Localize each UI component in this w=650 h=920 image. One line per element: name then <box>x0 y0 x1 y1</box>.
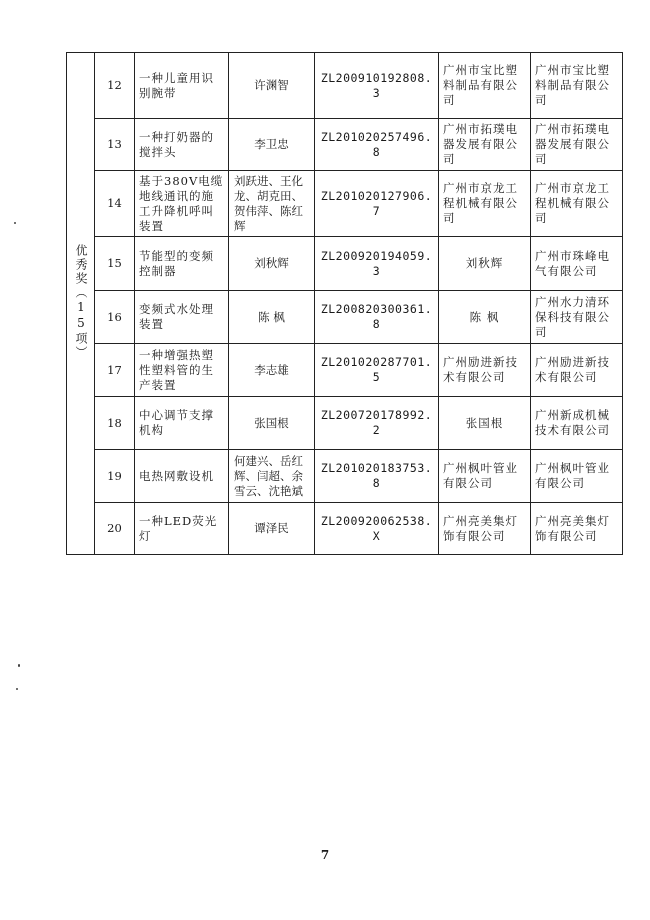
patent-number: ZL201020287701.5 <box>315 344 439 397</box>
implementer: 广州励进新技术有限公司 <box>531 344 623 397</box>
award-table <box>66 52 623 555</box>
implementer: 广州市珠峰电气有限公司 <box>531 237 623 291</box>
inventor: 许渊智 <box>229 53 315 119</box>
table-row <box>67 344 623 397</box>
implementer: 广州市京龙工程机械有限公司 <box>531 171 623 237</box>
patentee: 张国根 <box>439 397 531 450</box>
table-row <box>67 237 623 291</box>
inventor: 何建兴、岳红辉、闫超、余雪云、沈艳斌 <box>229 450 315 503</box>
patentee: 广州励进新技术有限公司 <box>439 344 531 397</box>
patent-number: ZL200820300361.8 <box>315 291 439 344</box>
implementer: 广州新成机械技术有限公司 <box>531 397 623 450</box>
implementer: 广州市宝比塑料制品有限公司 <box>531 53 623 119</box>
patent-name: 一种儿童用识别腕带 <box>135 53 229 119</box>
scan-speck <box>16 688 18 690</box>
row-number: 17 <box>95 344 135 397</box>
patentee: 广州亮美集灯饰有限公司 <box>439 503 531 555</box>
row-number: 18 <box>95 397 135 450</box>
row-number: 14 <box>95 171 135 237</box>
patentee: 广州市拓璞电器发展有限公司 <box>439 119 531 171</box>
patent-name: 一种增强热塑性塑料管的生产装置 <box>135 344 229 397</box>
patent-number: ZL200920062538.X <box>315 503 439 555</box>
patent-number: ZL201020183753.8 <box>315 450 439 503</box>
table-row <box>67 450 623 503</box>
row-number: 13 <box>95 119 135 171</box>
inventor: 刘跃进、王化龙、胡克田、贺伟萍、陈红辉 <box>229 171 315 237</box>
patent-number: ZL201020257496.8 <box>315 119 439 171</box>
patent-number: ZL200920194059.3 <box>315 237 439 291</box>
inventor: 刘秋辉 <box>229 237 315 291</box>
table-row <box>67 119 623 171</box>
inventor: 陈 枫 <box>229 291 315 344</box>
category-cell <box>67 53 95 555</box>
table-row <box>67 53 623 119</box>
patent-name: 基于380V电缆地线通讯的施工升降机呼叫装置 <box>135 171 229 237</box>
patentee: 陈 枫 <box>439 291 531 344</box>
row-number: 19 <box>95 450 135 503</box>
inventor: 张国根 <box>229 397 315 450</box>
inventor: 李卫忠 <box>229 119 315 171</box>
patent-number: ZL200910192808.3 <box>315 53 439 119</box>
table-row <box>67 397 623 450</box>
patent-name: 电热网敷设机 <box>135 450 229 503</box>
patent-number: ZL201020127906.7 <box>315 171 439 237</box>
patent-name: 节能型的变频控制器 <box>135 237 229 291</box>
implementer: 广州水力清环保科技有限公司 <box>531 291 623 344</box>
row-number: 20 <box>95 503 135 555</box>
inventor: 谭泽民 <box>229 503 315 555</box>
implementer: 广州亮美集灯饰有限公司 <box>531 503 623 555</box>
row-number: 12 <box>95 53 135 119</box>
patentee: 广州市宝比塑料制品有限公司 <box>439 53 531 119</box>
patentee: 刘秋辉 <box>439 237 531 291</box>
page-number: 7 <box>320 848 330 862</box>
patent-number: ZL200720178992.2 <box>315 397 439 450</box>
row-number: 15 <box>95 237 135 291</box>
category-label: 优秀奖（15项） <box>74 243 88 360</box>
table-row <box>67 171 623 237</box>
table-row <box>67 503 623 555</box>
patent-name: 一种打奶器的搅拌头 <box>135 119 229 171</box>
scan-speck <box>18 664 20 667</box>
implementer: 广州枫叶管业有限公司 <box>531 450 623 503</box>
row-number: 16 <box>95 291 135 344</box>
inventor: 李志雄 <box>229 344 315 397</box>
patent-name: 一种LED荧光灯 <box>135 503 229 555</box>
patent-name: 中心调节支撑机构 <box>135 397 229 450</box>
patent-name: 变频式水处理装置 <box>135 291 229 344</box>
patentee: 广州枫叶管业有限公司 <box>439 450 531 503</box>
scan-speck <box>14 222 16 224</box>
implementer: 广州市拓璞电器发展有限公司 <box>531 119 623 171</box>
table-row <box>67 291 623 344</box>
patentee: 广州市京龙工程机械有限公司 <box>439 171 531 237</box>
